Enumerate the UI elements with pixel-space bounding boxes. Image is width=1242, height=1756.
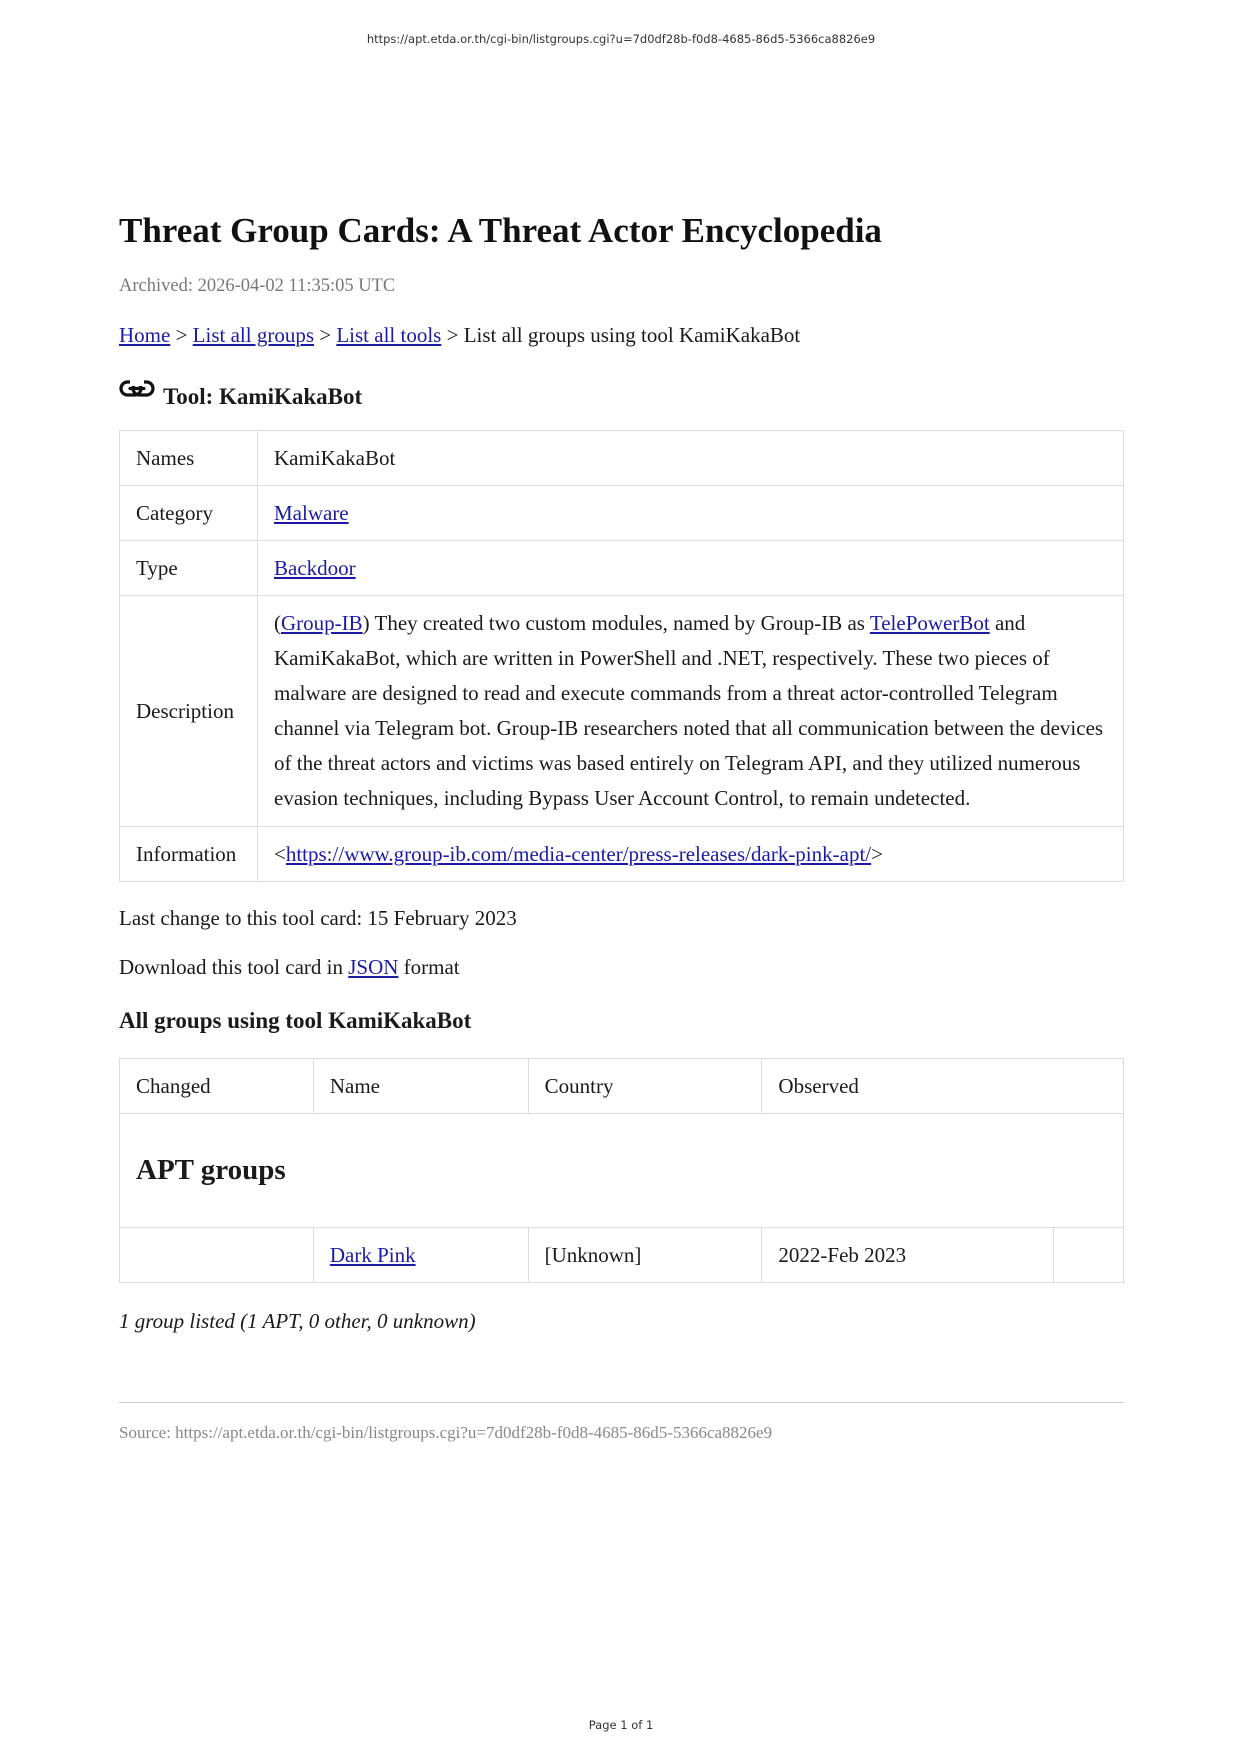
tool-card-table — [119, 430, 1124, 882]
information-label: Information — [120, 827, 258, 882]
groups-summary: 1 group listed (1 APT, 0 other, 0 unknown) — [119, 1309, 476, 1334]
column-header-changed: Changed — [120, 1059, 314, 1114]
tool-row-names — [120, 431, 1124, 486]
cell-name — [313, 1228, 528, 1283]
type-link[interactable]: Backdoor — [274, 556, 356, 581]
source-url: Source: https://apt.etda.or.th/cgi-bin/listgroups.cgi?u=7d0df28b-f0d8-4685-86d5-5366ca8826e9 — [119, 1423, 773, 1443]
tool-row-information — [120, 827, 1124, 882]
cell-country: [Unknown] — [528, 1228, 762, 1283]
category-link[interactable]: Malware — [274, 501, 349, 526]
tool-row-description — [120, 596, 1124, 827]
section-row-apt — [120, 1114, 1124, 1228]
telepowerbot-link[interactable]: TelePowerBot — [869, 611, 990, 636]
groups-table — [119, 1058, 1124, 1283]
description-cell — [258, 596, 1124, 827]
json-download-link[interactable]: JSON — [348, 955, 399, 980]
description-text-2: and KamiKakaBot, which are written in PowerShell and .NET, respectively. These two pieces of malware are designed to read and execute commands from a threat actor-controlled Telegram channel via Telegram bot. Group-IB researchers noted that all communication between the devices of the threat actors and victims was based entirely on Telegram API, and they utilized numerous evasion techniques, including Bypass User Account Control, to remain undetected. — [274, 611, 1104, 811]
page-title: Threat Group Cards: A Threat Actor Encyclopedia — [119, 211, 882, 250]
tool-heading — [119, 376, 1124, 410]
download-prefix: Download this tool card in — [119, 955, 349, 980]
print-header-url: https://apt.etda.or.th/cgi-bin/listgroups.cgi?u=7d0df28b-f0d8-4685-86d5-5366ca8826e9 — [366, 32, 876, 46]
tool-row-category — [120, 486, 1124, 541]
description-label: Description — [120, 596, 258, 827]
names-label: Names — [120, 431, 258, 486]
source-group-ib-link[interactable]: Group-IB — [281, 611, 363, 636]
section-title-apt-groups: APT groups — [120, 1114, 1124, 1228]
last-change-text: Last change to this tool card: 15 February 2023 — [119, 906, 517, 931]
breadcrumb-home-link[interactable]: Home — [119, 323, 171, 347]
group-link-dark-pink[interactable]: Dark Pink — [329, 1242, 416, 1267]
breadcrumb-separator: > — [319, 323, 332, 347]
breadcrumb-separator: > — [175, 323, 188, 347]
type-cell — [258, 541, 1124, 596]
information-cell — [258, 827, 1124, 882]
table-row — [120, 1228, 1124, 1283]
category-label: Category — [120, 486, 258, 541]
description-text-1: ) They created two custom modules, named by Group-IB as — [362, 611, 870, 636]
column-header-name: Name — [313, 1059, 528, 1114]
column-header-observed: Observed — [762, 1059, 1124, 1114]
page-number: Page 1 of 1 — [588, 1718, 654, 1732]
divider — [119, 1402, 1124, 1403]
cell-observed: 2022-Feb 2023 — [762, 1228, 1054, 1283]
description-open-paren: ( — [274, 611, 281, 636]
category-cell — [258, 486, 1124, 541]
tool-row-type — [120, 541, 1124, 596]
names-value: KamiKakaBot — [258, 431, 1124, 486]
type-label: Type — [120, 541, 258, 596]
breadcrumb-groups-link[interactable]: List all groups — [192, 323, 314, 347]
link-icon — [119, 376, 155, 404]
breadcrumb-current: List all groups using tool KamiKakaBot — [463, 323, 801, 347]
download-line — [119, 955, 1124, 980]
breadcrumb-tools-link[interactable]: List all tools — [336, 323, 442, 347]
download-suffix: format — [398, 955, 460, 980]
main-content — [119, 210, 1124, 1443]
tool-heading-text: Tool: KamiKakaBot — [163, 384, 363, 410]
groups-heading: All groups using tool KamiKakaBot — [119, 1008, 472, 1034]
column-header-country: Country — [528, 1059, 762, 1114]
info-open-bracket: < — [274, 842, 286, 867]
cell-changed — [120, 1228, 314, 1283]
groups-table-header — [120, 1059, 1124, 1114]
info-close-bracket: > — [871, 842, 883, 867]
breadcrumb — [119, 321, 1124, 350]
breadcrumb-separator: > — [446, 323, 459, 347]
archived-timestamp: Archived: 2026-04-02 11:35:05 UTC — [119, 276, 396, 296]
cell-extra — [1054, 1228, 1124, 1283]
information-link[interactable]: https://www.group-ib.com/media-center/press-releases/dark-pink-apt/ — [285, 842, 872, 867]
